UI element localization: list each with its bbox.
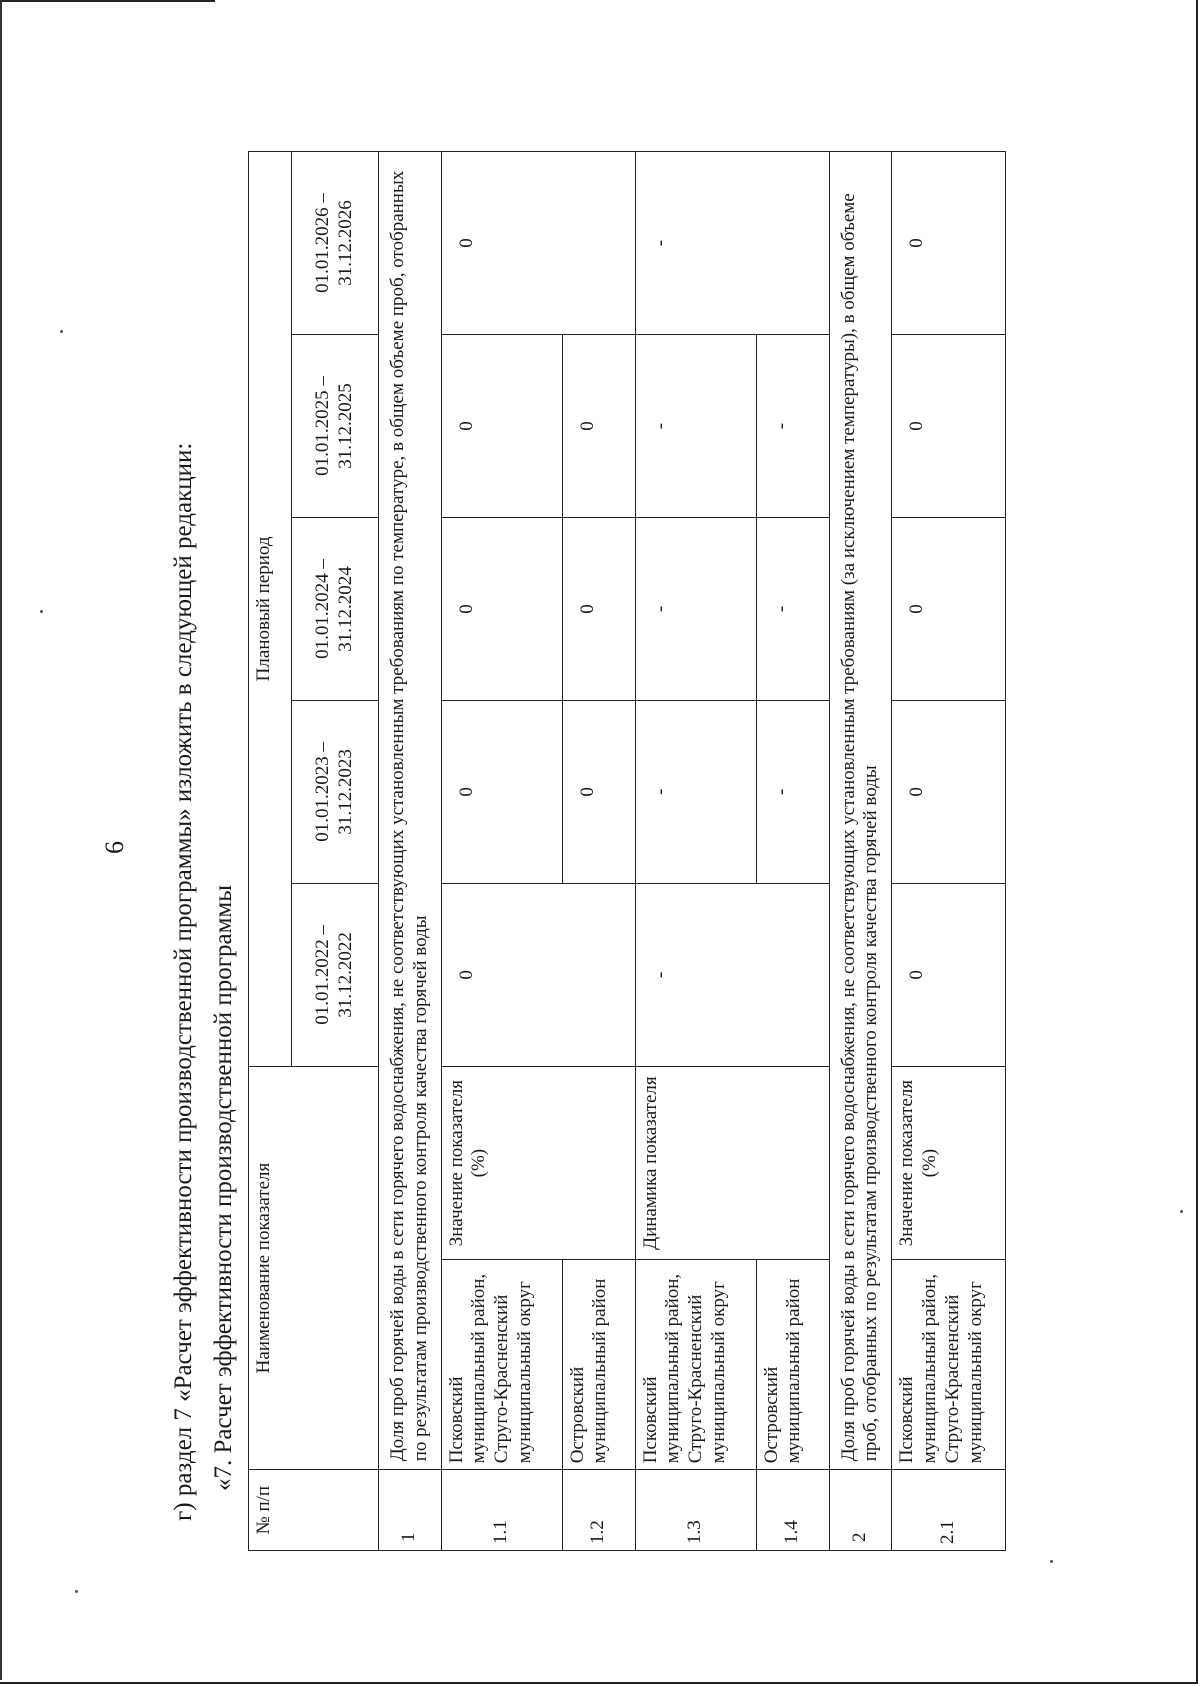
table-row bbox=[441, 152, 562, 1551]
row-num: 1.1 bbox=[441, 1470, 562, 1551]
district-name: Псковский муниципальный район, Струго-Красненский муниципальный округ bbox=[441, 1260, 562, 1470]
section-1-title: Доля проб горячей воды в сети горячего водоснабжения, не соответствующих установленным требованиям по температуре, в общем объеме проб, отобранных по результатам производственного контроля качества горячей воды bbox=[379, 152, 442, 1470]
district-name: Островский муниципальный район bbox=[562, 1260, 635, 1470]
value-cell: - bbox=[756, 700, 829, 883]
district-name: Псковский муниципальный район, Струго-Красненский муниципальный округ bbox=[892, 1260, 1006, 1470]
table-row bbox=[562, 152, 635, 1551]
value-cell: 0 bbox=[441, 518, 562, 701]
page-number: 6 bbox=[100, 841, 129, 854]
intro-paragraph: г) раздел 7 «Расчет эффективности производственной программы» изложить в следующей редакции: bbox=[170, 442, 197, 1521]
header-period-2025: 01.01.2025 – 31.12.2025 bbox=[292, 335, 379, 518]
row-num: 2 bbox=[829, 1470, 892, 1551]
value-cell: 0 bbox=[441, 883, 635, 1066]
row-num: 1.4 bbox=[756, 1470, 829, 1551]
table-row-section-1 bbox=[379, 152, 442, 1551]
value-cell: 0 bbox=[892, 700, 1006, 883]
header-period-2022: 01.01.2022 – 31.12.2022 bbox=[292, 883, 379, 1066]
header-num: № п/п bbox=[249, 1470, 379, 1551]
value-cell: - bbox=[635, 518, 756, 701]
row-num: 1.2 bbox=[562, 1470, 635, 1551]
value-cell: - bbox=[635, 700, 756, 883]
value-cell: 0 bbox=[892, 152, 1006, 335]
scan-speck bbox=[1050, 1560, 1053, 1563]
section-title: «7. Расчет эффективности производственной программы bbox=[210, 884, 237, 1491]
scan-speck bbox=[40, 610, 43, 613]
header-period-2026: 01.01.2026 – 31.12.2026 bbox=[292, 152, 379, 335]
value-cell: - bbox=[635, 883, 829, 1066]
indicator-kind: Значение показателя (%) bbox=[441, 1066, 635, 1260]
value-cell: 0 bbox=[441, 335, 562, 518]
value-cell: 0 bbox=[892, 883, 1006, 1066]
district-name: Псковский муниципальный район, Струго-Красненский муниципальный округ bbox=[635, 1260, 756, 1470]
value-cell: 0 bbox=[441, 152, 635, 335]
scan-speck bbox=[60, 330, 63, 333]
value-cell: - bbox=[756, 335, 829, 518]
value-cell: 0 bbox=[892, 518, 1006, 701]
value-cell: 0 bbox=[441, 700, 562, 883]
district-name: Островский муниципальный район bbox=[756, 1260, 829, 1470]
table-row bbox=[892, 152, 1006, 1551]
value-cell: - bbox=[756, 518, 829, 701]
rotated-page-content bbox=[100, 131, 1100, 1551]
table-row bbox=[756, 152, 829, 1551]
value-cell: 0 bbox=[562, 335, 635, 518]
header-period-2024: 01.01.2024 – 31.12.2024 bbox=[292, 518, 379, 701]
scan-speck bbox=[1180, 1210, 1183, 1213]
row-num: 2.1 bbox=[892, 1470, 1006, 1551]
row-num: 1.3 bbox=[635, 1470, 756, 1551]
header-period-2023: 01.01.2023 – 31.12.2023 bbox=[292, 700, 379, 883]
value-cell: 0 bbox=[562, 518, 635, 701]
value-cell: 0 bbox=[562, 700, 635, 883]
scan-speck bbox=[75, 1590, 78, 1593]
row-num: 1 bbox=[379, 1470, 442, 1551]
header-name: Наименование показателя bbox=[249, 1066, 379, 1470]
indicator-kind: Значение показателя (%) bbox=[892, 1066, 1006, 1260]
header-plan-period: Плановый период bbox=[249, 152, 292, 1067]
table-row bbox=[635, 152, 756, 1551]
efficiency-table bbox=[248, 151, 1006, 1551]
value-cell: - bbox=[635, 335, 756, 518]
table-row-section-2 bbox=[829, 152, 892, 1551]
indicator-kind: Динамика показателя bbox=[635, 1066, 829, 1260]
value-cell: - bbox=[635, 152, 829, 335]
section-2-title: Доля проб горячей воды в сети горячего водоснабжения, не соответствующих установленным требованиям (за исключением температуры), в общем объеме проб, отобранных по результатам производственного контроля качества горячей воды bbox=[829, 152, 892, 1470]
value-cell: 0 bbox=[892, 335, 1006, 518]
table-header-row-1 bbox=[249, 152, 292, 1551]
